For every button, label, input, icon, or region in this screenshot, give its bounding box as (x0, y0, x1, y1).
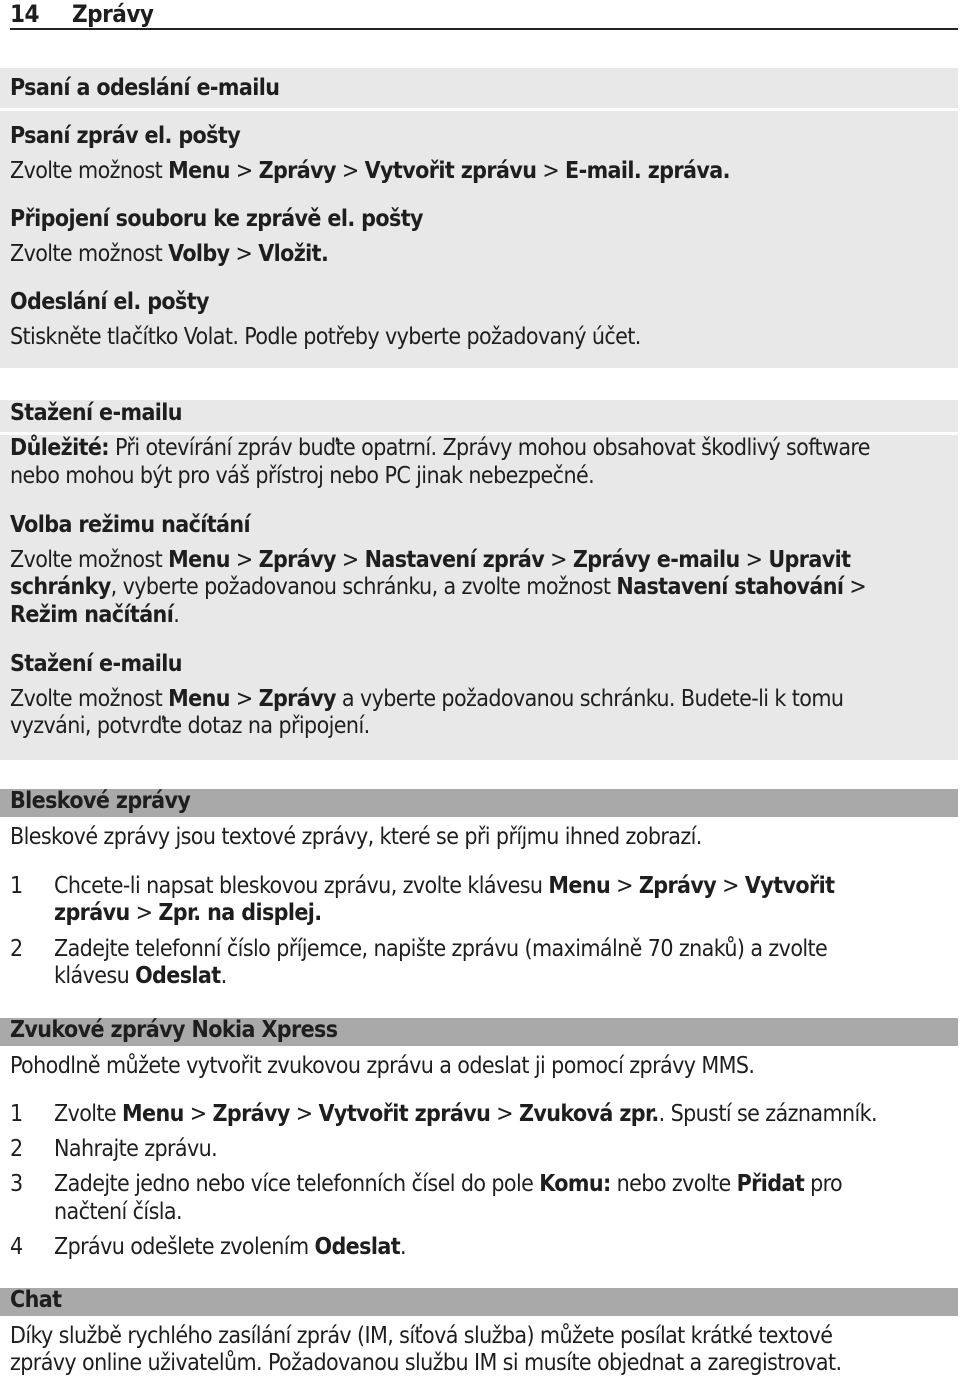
section-heading: Bleskové zprávy (10, 788, 191, 814)
menu-path-item: Upravit (768, 547, 851, 573)
page-number: 14 (10, 0, 40, 28)
step-text: Zvolte Menu > Zprávy > Vytvořit zprávu > Zvuková zpr.. Spustí se záznamník. (54, 1101, 878, 1127)
divider (0, 108, 958, 111)
important-note-cont: nebo mohou být pro váš přístroj nebo PC jinak nebezpečné. (10, 463, 595, 489)
download-email-instruction: Zvolte možnost Menu > Zprávy a vyberte požadovanou schránku. Budete-li k tomu (10, 686, 844, 712)
flash-intro: Bleskové zprávy jsou textové zprávy, které se při příjmu ihned zobrazí. (10, 824, 702, 850)
chat-text: Díky službě rychlého zasílání zpráv (IM, síťová služba) můžete posílat krátké textové (10, 1323, 833, 1349)
important-note: Důležité: Při otevírání zpráv buďte opatrní. Zprávy mohou obsahovat škodlivý software (10, 435, 870, 461)
retrieval-mode-instruction-cont: schránky, vyberte požadovanou schránku, a zvolte možnost Nastavení stahování > (10, 574, 867, 600)
retrieval-mode-instruction-end: Režim načítání. (10, 602, 180, 628)
download-heading: Stažení e-mailu (10, 400, 182, 426)
menu-path-item: Nastavení zpráv (364, 547, 545, 573)
retrieval-mode-title: Volba režimu načítání (10, 512, 251, 538)
menu-path-item: Vložit. (258, 241, 329, 267)
important-label: Důležité: (10, 435, 109, 461)
section-heading: Zvukové zprávy Nokia Xpress (10, 1017, 338, 1043)
step-number: 3 (10, 1171, 24, 1197)
retrieval-mode-instruction: Zvolte možnost Menu > Zprávy > Nastavení zpráv > Zprávy e-mailu > Upravit (10, 547, 851, 573)
step-text: Zprávu odešlete zvolením Odeslat. (54, 1234, 406, 1260)
section-bar-chat (0, 1288, 958, 1316)
download-email-title: Stažení e-mailu (10, 651, 182, 677)
attach-file-instruction: Zvolte možnost Volby > Vložit. (10, 241, 329, 267)
menu-path-item: Zprávy (258, 547, 336, 573)
menu-path-item: Vytvořit zprávu (364, 158, 537, 184)
menu-path-item: Zprávy (258, 158, 336, 184)
write-email-title: Psaní zpráv el. pošty (10, 123, 241, 149)
menu-path-item: Menu (168, 158, 230, 184)
step-number: 2 (10, 1136, 24, 1162)
step-text: Chcete-li napsat bleskovou zprávu, zvolte klávesu Menu > Zprávy > Vytvořit (54, 873, 835, 899)
step-number: 2 (10, 936, 24, 962)
step-number: 4 (10, 1234, 24, 1260)
download-email-instruction-cont: vyzváni, potvrďte dotaz na připojení. (10, 713, 370, 739)
chat-text-cont: zprávy online uživatelům. Požadovanou službu IM si musíte objednat a zaregistrovat. (10, 1350, 842, 1376)
step-number: 1 (10, 1101, 24, 1127)
step-text-cont: zprávu > Zpr. na displej. (54, 900, 322, 926)
attach-file-title: Připojení souboru ke zprávě el. pošty (10, 206, 423, 232)
step-text: Zadejte jedno nebo více telefonních čísel do pole Komu: nebo zvolte Přidat pro (54, 1171, 843, 1197)
step-number: 1 (10, 873, 24, 899)
email-heading: Psaní a odeslání e-mailu (10, 75, 280, 101)
page-header (10, 0, 958, 30)
menu-path-item: Menu (168, 686, 230, 712)
write-email-instruction: Zvolte možnost Menu > Zprávy > Vytvořit zprávu > E-mail. zpráva. (10, 158, 730, 184)
send-email-instruction: Stiskněte tlačítko Volat. Podle potřeby vyberte požadovaný účet. (10, 324, 641, 350)
step-text: Zadejte telefonní číslo příjemce, napište zprávu (maximálně 70 znaků) a zvolte (54, 936, 828, 962)
menu-path-item: E-mail. zpráva. (565, 158, 730, 184)
step-text-cont: načtení čísla. (54, 1199, 182, 1225)
menu-path-item: Zprávy e-mailu (572, 547, 740, 573)
section-heading: Chat (10, 1287, 62, 1313)
section-bar-xpress (0, 1018, 958, 1046)
step-text-cont: klávesu Odeslat. (54, 963, 227, 989)
send-email-title: Odeslání el. pošty (10, 289, 209, 315)
xpress-intro: Pohodlně můžete vytvořit zvukovou zprávu a odeslat ji pomocí zprávy MMS. (10, 1053, 755, 1079)
menu-path-item: Zprávy (258, 686, 336, 712)
menu-path-item: Volby (168, 241, 230, 267)
menu-path-item: Menu (168, 547, 230, 573)
chapter-title: Zprávy (72, 0, 154, 28)
step-text: Nahrajte zprávu. (54, 1136, 218, 1162)
section-bar-flash (0, 789, 958, 817)
